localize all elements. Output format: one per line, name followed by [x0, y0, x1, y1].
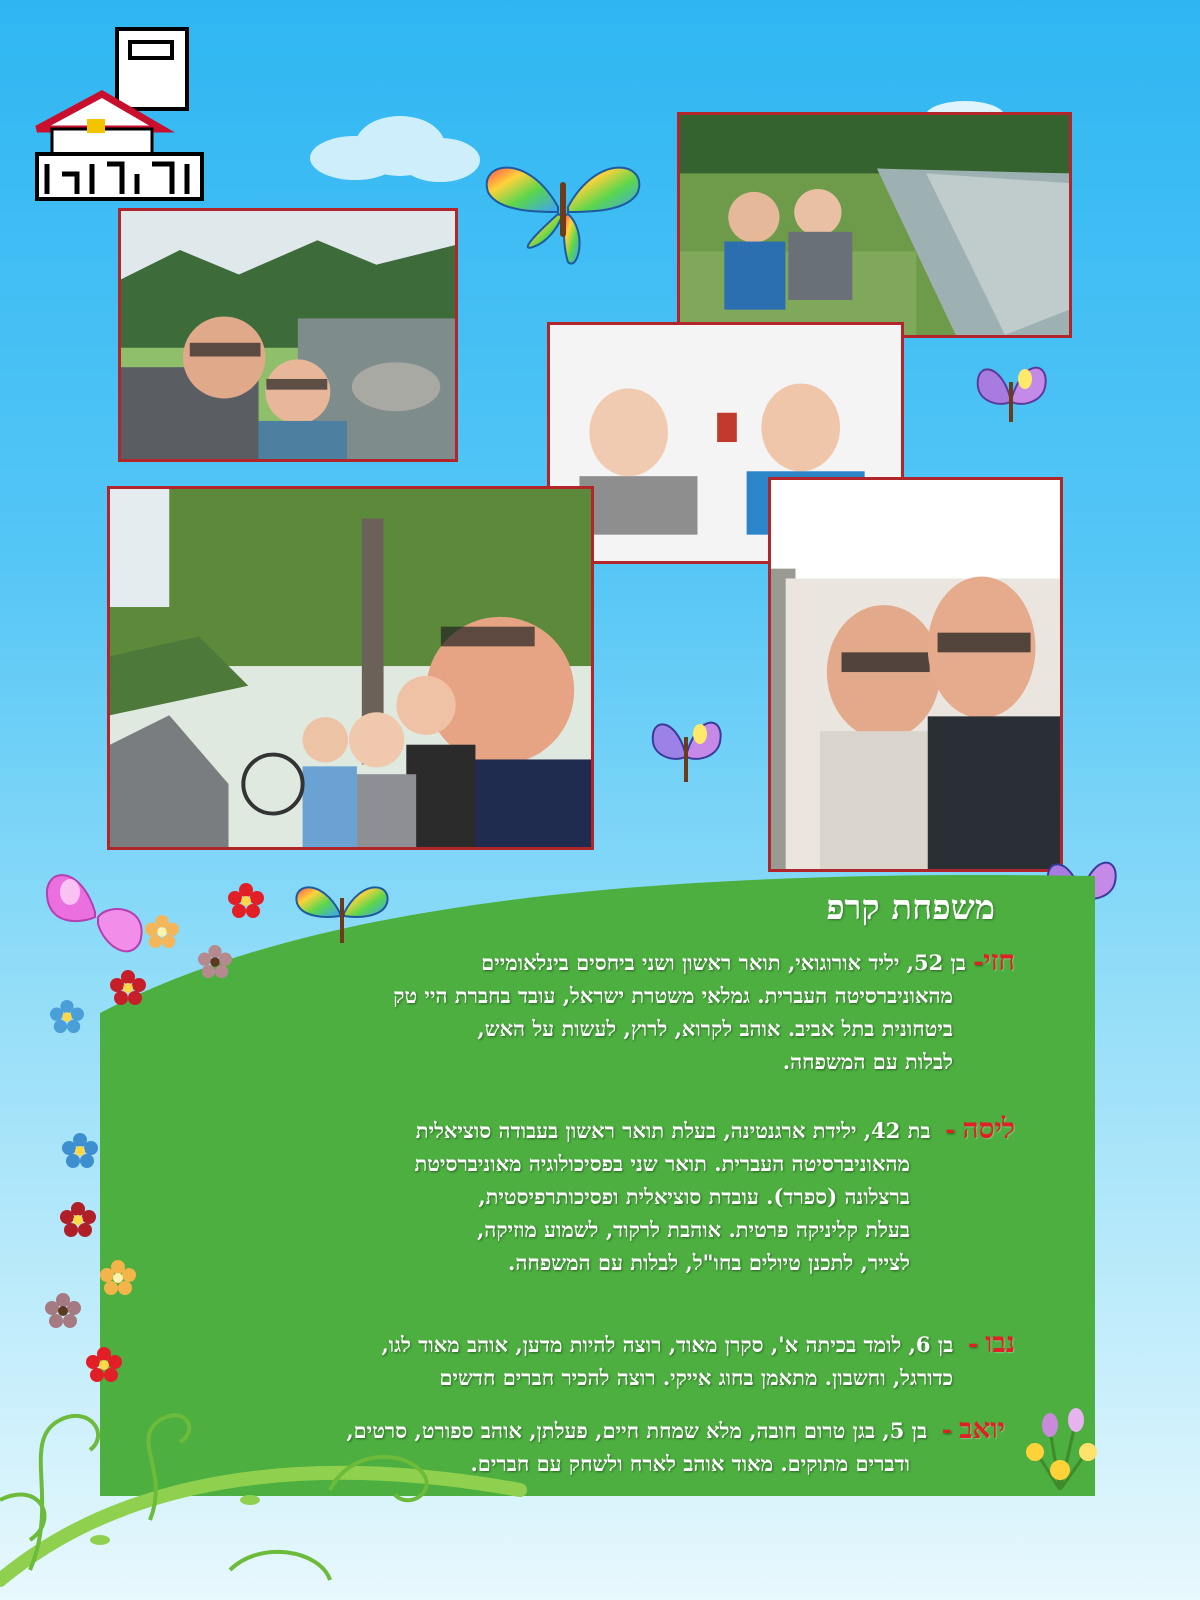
flower-icon — [145, 915, 179, 949]
photo-couple-river — [118, 208, 458, 462]
flower-icon — [86, 1347, 122, 1383]
member-line: בת 42, ילידת ארגנטינה, בעלת תואר ראשון בעבודה סוציאלית — [415, 1118, 931, 1143]
member-name: חזי — [983, 944, 1015, 977]
butterfly-icon — [645, 712, 730, 787]
butterfly-icon — [970, 357, 1050, 432]
member-line: מהאוניברסיטה העברית. תואר שני בפסיכולוגיה מאוניברסיטת — [414, 1151, 910, 1176]
flower-icon — [110, 970, 146, 1006]
flower-icon — [45, 1293, 81, 1329]
butterfly-icon — [40, 862, 150, 962]
member-separator: - — [941, 1415, 952, 1444]
member-name: נבו — [985, 1326, 1015, 1359]
photo-couple-selfie — [768, 477, 1063, 872]
family-title: משפחת קרפ — [826, 888, 995, 928]
flower-icon — [1020, 1390, 1100, 1490]
member-yoav — [346, 1412, 1005, 1480]
butterfly-icon — [478, 152, 648, 277]
member-line: בעלת קליניקה פרטית. אוהבת לרקוד, לשמוע מוזיקה, — [476, 1217, 910, 1242]
house-logo-icon — [32, 24, 207, 204]
member-line: לצייר, לתכנן טיולים בחו"ל, לבלות עם המשפחה. — [508, 1250, 910, 1275]
flower-icon — [50, 1000, 84, 1034]
member-separator: - — [967, 1329, 978, 1358]
member-separator: - — [945, 1115, 956, 1144]
member-line: בן 5, בגן טרום חובה, מלא שמחת חיים, פעלתן, אוהב ספורט, סרטים, — [346, 1418, 928, 1443]
member-line: ודברים מתוקים. מאוד אוהב לארח ולשחק עם חברים. — [470, 1451, 910, 1476]
butterfly-icon — [292, 878, 392, 948]
member-hezi — [393, 944, 1015, 1078]
flower-icon — [60, 1202, 96, 1238]
member-line: לבלות עם המשפחה. — [782, 1049, 953, 1074]
member-line: בן 52, יליד אורוגואי, תואר ראשון ושני ביחסים בינלאומיים — [481, 950, 966, 975]
member-line: בן 6, לומד בכיתה א', סקרן מאוד, רוצה להיות מדען, אוהב מאוד לגו, — [381, 1332, 954, 1357]
photo-family-bikes — [107, 486, 594, 850]
member-line: כדורגל, וחשבון. מתאמן בחוג אייקי. רוצה להכיר חברים חדשים — [439, 1365, 953, 1390]
member-lisa — [415, 1112, 1016, 1279]
photo-boys-river — [677, 112, 1072, 338]
flower-icon — [62, 1133, 98, 1169]
member-line: ביטחונית בתל אביב. אוהב לקרוא, לרוץ, לעשות על האש, — [477, 1016, 953, 1041]
flower-icon — [228, 883, 264, 919]
cloud-icon — [305, 108, 485, 188]
logo — [32, 24, 207, 204]
member-name: ליסה — [962, 1112, 1015, 1145]
flower-icon — [100, 1260, 136, 1296]
member-line: ברצלונה (ספרד). עובדת סוציאלית ופסיכותרפיסטית, — [478, 1184, 910, 1209]
member-nevo — [382, 1326, 1016, 1394]
member-name: יואב — [959, 1412, 1005, 1445]
flower-icon — [198, 945, 232, 979]
member-separator: - — [973, 947, 984, 976]
member-line: מהאוניברסיטה העברית. גמלאי משטרת ישראל, עובד בחברת היי טק — [393, 983, 953, 1008]
